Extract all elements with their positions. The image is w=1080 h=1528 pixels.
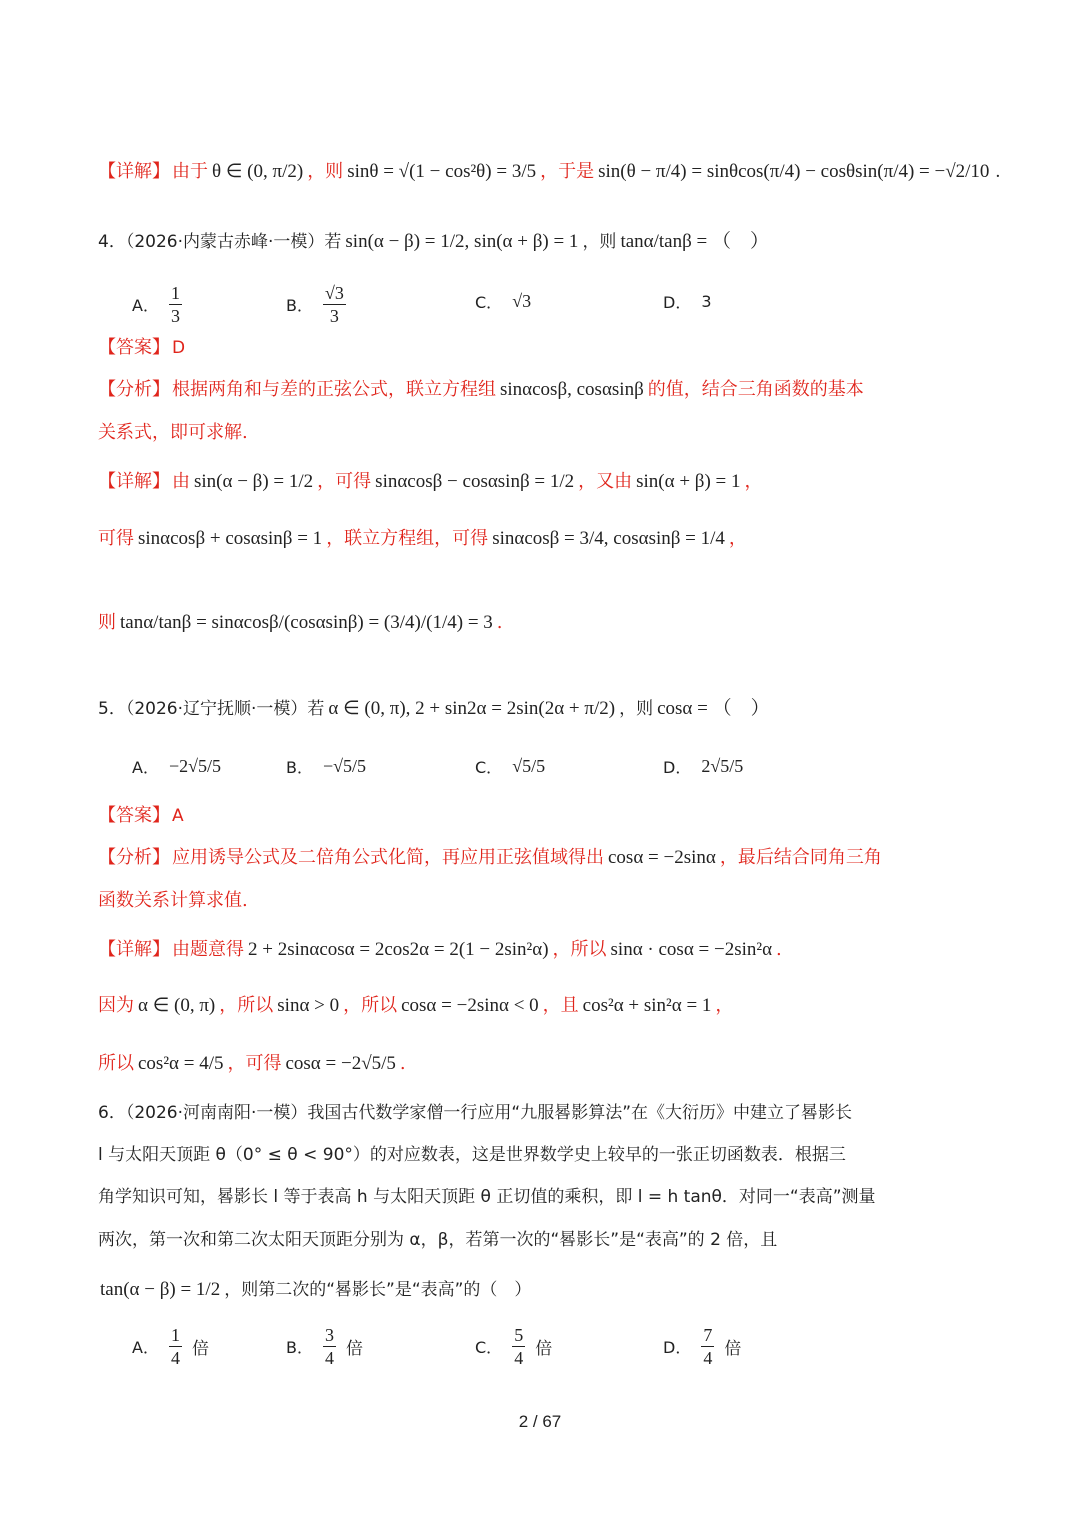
option-label: B．	[286, 758, 313, 777]
option-label: B．	[286, 296, 313, 315]
option-c[interactable]	[475, 290, 531, 313]
question-formula: cosα = （ ）	[657, 698, 770, 719]
option-unit: 倍	[535, 1339, 553, 1359]
answer-value: A	[172, 806, 184, 826]
option-a[interactable]	[132, 755, 221, 778]
question-6-line5	[98, 1278, 531, 1302]
q5-detail-line2	[98, 994, 733, 1018]
question-text: ，则	[582, 232, 617, 252]
question-5-stem	[98, 697, 772, 721]
option-unit: 倍	[345, 1339, 363, 1359]
detail-text: ，则	[307, 161, 344, 182]
question-text: 角学知识可知，晷影长 l 等于表高 h 与太阳天顶距 θ 正切值的乘积，即 l = h tanθ．对同一“表高”测量	[98, 1187, 876, 1207]
q4-analysis-line1	[98, 378, 864, 402]
option-a[interactable]	[132, 1326, 209, 1367]
option-label: C．	[475, 758, 503, 777]
option-label: D．	[663, 293, 692, 312]
fraction	[323, 284, 346, 325]
denominator: 4	[324, 1348, 334, 1368]
question-formula: α ∈ (0, π), 2 + sin2α = 2sin(2α + π/2)	[328, 698, 616, 719]
option-d[interactable]	[663, 1326, 741, 1367]
detail-formula: cos²α = 4/5	[138, 1053, 224, 1074]
question-formula: sin(α − β) = 1/2, sin(α + β) = 1	[345, 231, 579, 252]
question-6-line3	[98, 1185, 876, 1209]
detail-text: ，又由	[578, 471, 633, 492]
option-d[interactable]	[663, 755, 743, 778]
analysis-text: 根据两角和与差的正弦公式，联立方程组	[172, 379, 496, 400]
fraction	[169, 284, 182, 325]
question-formula: tan(α − β) = 1/2	[100, 1279, 221, 1300]
detail-text: ，所以	[552, 939, 607, 960]
detail-text: .	[776, 939, 782, 960]
detail-formula: sin(α − β) = 1/2	[194, 471, 314, 492]
option-label: A．	[132, 758, 159, 777]
detail-formula: cosα = −2√5/5	[285, 1053, 396, 1074]
fraction	[701, 1326, 714, 1367]
q4-analysis-line2	[98, 421, 248, 445]
detail-formula: sin(α + β) = 1	[636, 471, 741, 492]
option-value: −√5/5	[322, 756, 367, 776]
detail-text: 由题意得	[172, 939, 244, 960]
detail-formula: α ∈ (0, π)	[138, 995, 216, 1016]
detail-formula: cosα = −2sinα < 0	[401, 995, 539, 1016]
option-value: 3	[701, 292, 712, 311]
option-unit: 倍	[724, 1339, 742, 1359]
numerator: 7	[703, 1325, 713, 1345]
question-4-stem	[98, 230, 771, 254]
question-formula: tanα/tanβ = （ ）	[620, 231, 769, 252]
detail-text: ，联立方程组，可得	[326, 528, 489, 549]
answer-tag: 【答案】	[98, 337, 170, 358]
denominator: 4	[514, 1348, 524, 1368]
option-value: −2√5/5	[168, 756, 221, 776]
detail-text: ，于是	[540, 161, 595, 182]
detail-text: ，	[728, 528, 747, 549]
question-text: 5．（2026·辽宁抚顺·一模）若	[98, 699, 325, 719]
numerator: 5	[514, 1325, 524, 1345]
option-label: D．	[663, 758, 692, 777]
fraction	[169, 1326, 182, 1367]
option-a[interactable]	[132, 284, 182, 325]
detail-text: 则	[98, 612, 116, 633]
question-text: ，则	[619, 699, 654, 719]
question-6-line4	[98, 1228, 777, 1252]
detail-formula: sinα · cosα = −2sin²α	[610, 939, 773, 960]
detail-tag: 【详解】	[98, 161, 170, 182]
option-c[interactable]	[475, 1326, 552, 1367]
option-label: C．	[475, 1338, 503, 1357]
analysis-formula: cosα = −2sinα	[608, 847, 716, 868]
detail-text: ，所以	[219, 995, 274, 1016]
denominator: 3	[170, 306, 180, 326]
option-label: D．	[663, 1338, 692, 1357]
detail-text: 因为	[98, 995, 134, 1016]
detail-formula: sinαcosβ − cosαsinβ = 1/2	[375, 471, 575, 492]
detail-text: ，所以	[343, 995, 398, 1016]
detail-formula: 2 + 2sinαcosα = 2cos2α = 2(1 − 2sin²α)	[248, 939, 549, 960]
option-label: A．	[132, 1338, 159, 1357]
question-text: 6．（2026·河南南阳·一模）我国古代数学家僧一行应用“九服晷影算法”在《大衍历》中建立了晷影长	[98, 1103, 852, 1123]
numerator: 1	[170, 1325, 180, 1345]
detail-text: ，	[715, 995, 734, 1016]
detail-tag: 【详解】	[98, 939, 170, 960]
option-b[interactable]	[286, 755, 366, 778]
option-label: C．	[475, 293, 503, 312]
analysis-text: ，最后结合同角三角	[719, 847, 882, 868]
option-b[interactable]	[286, 284, 346, 325]
q5-detail-line1	[98, 938, 782, 962]
analysis-text: 函数关系计算求值.	[98, 890, 248, 911]
detail-formula: cos²α + sin²α = 1	[582, 995, 712, 1016]
fraction	[323, 1326, 336, 1367]
question-text: ，则第二次的“晷影长”是“表高”的（ ）	[224, 1280, 532, 1300]
option-value: 2√5/5	[701, 756, 744, 776]
question-text: l 与太阳天顶距 θ（0° ≤ θ < 90°）的对应数表，这是世界数学史上较早的一张正切函数表．根据三	[98, 1145, 846, 1165]
option-c[interactable]	[475, 755, 545, 778]
option-d[interactable]	[663, 290, 712, 313]
detail-text: ，	[744, 471, 763, 492]
detail-text: ，且	[542, 995, 579, 1016]
detail-formula: sinθ = √(1 − cos²θ) = 3/5	[347, 161, 537, 182]
analysis-tag: 【分析】	[98, 379, 170, 400]
prev-detail-line	[98, 160, 1002, 184]
detail-text: 由	[172, 471, 190, 492]
question-6-line1	[98, 1101, 852, 1125]
question-6-line2	[98, 1143, 846, 1167]
q4-detail-line2	[98, 527, 747, 551]
q5-analysis-line1	[98, 846, 882, 870]
option-b[interactable]	[286, 1326, 363, 1367]
answer-value: D	[172, 338, 186, 358]
analysis-text: 应用诱导公式及二倍角公式化简，再应用正弦值域得出	[172, 847, 604, 868]
q4-detail-line3	[98, 611, 503, 635]
detail-formula: θ ∈ (0, π/2)	[212, 161, 304, 182]
detail-formula: sinαcosβ + cosαsinβ = 1	[138, 528, 323, 549]
analysis-tag: 【分析】	[98, 847, 170, 868]
document-page	[98, 0, 1001, 1528]
detail-tag: 【详解】	[98, 471, 170, 492]
option-value: √3	[512, 291, 532, 311]
detail-text: .	[399, 1053, 406, 1074]
q4-detail-line1	[98, 470, 763, 494]
numerator: √3	[324, 283, 344, 303]
detail-text: 所以	[98, 1053, 134, 1074]
numerator: 1	[170, 283, 180, 303]
analysis-formula: sinαcosβ, cosαsinβ	[500, 379, 644, 400]
option-label: B．	[286, 1338, 313, 1357]
detail-text: .	[995, 161, 1001, 182]
analysis-text: 的值，结合三角函数的基本	[647, 379, 864, 400]
detail-formula: sin(θ − π/4) = sinθcos(π/4) − cosθsin(π/4) = −√2/10	[598, 161, 990, 182]
option-label: A．	[132, 296, 159, 315]
denominator: 4	[703, 1348, 713, 1368]
analysis-text: 关系式，即可求解.	[98, 422, 248, 443]
detail-formula: sinαcosβ = 3/4, cosαsinβ = 1/4	[492, 528, 725, 549]
detail-text: 由于	[172, 161, 208, 182]
detail-text: 可得	[98, 528, 134, 549]
detail-formula: tanα/tanβ = sinαcosβ/(cosαsinβ) = (3/4)/(1/4) = 3	[120, 612, 493, 633]
detail-formula: sinα > 0	[277, 995, 340, 1016]
denominator: 3	[329, 306, 339, 326]
q4-answer	[98, 336, 185, 360]
option-unit: 倍	[191, 1339, 209, 1359]
denominator: 4	[170, 1348, 180, 1368]
q5-detail-line3	[98, 1052, 406, 1076]
numerator: 3	[324, 1325, 334, 1345]
q5-analysis-line2	[98, 889, 248, 913]
detail-text: ，可得	[227, 1053, 282, 1074]
question-text: 4．（2026·内蒙古赤峰·一模）若	[98, 232, 342, 252]
option-value: √5/5	[512, 756, 546, 776]
q5-answer	[98, 804, 184, 828]
detail-text: .	[496, 612, 503, 633]
detail-text: ，可得	[317, 471, 372, 492]
question-text: 两次，第一次和第二次太阳天顶距分别为 α，β，若第一次的“晷影长”是“表高”的 2 倍，且	[98, 1230, 778, 1250]
fraction	[512, 1326, 525, 1367]
page-number: 2 / 67	[518, 1412, 562, 1431]
answer-tag: 【答案】	[98, 805, 170, 826]
